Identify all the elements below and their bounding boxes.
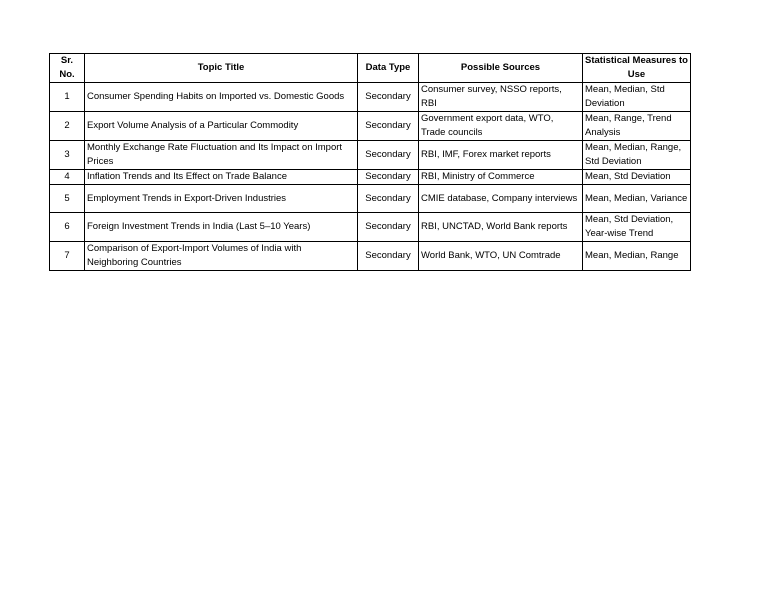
cell-data-type: Secondary bbox=[358, 141, 419, 170]
cell-statistical-measures: Mean, Median, Range bbox=[583, 242, 691, 271]
cell-data-type: Secondary bbox=[358, 83, 419, 112]
table-row bbox=[50, 242, 691, 271]
header-possible-sources: Possible Sources bbox=[419, 54, 583, 83]
cell-sr-no: 2 bbox=[50, 112, 85, 141]
cell-sr-no: 7 bbox=[50, 242, 85, 271]
cell-sr-no: 3 bbox=[50, 141, 85, 170]
cell-statistical-measures: Mean, Range, Trend Analysis bbox=[583, 112, 691, 141]
cell-possible-sources: RBI, IMF, Forex market reports bbox=[419, 141, 583, 170]
cell-topic-title: Employment Trends in Export-Driven Industries bbox=[85, 185, 358, 213]
table-row bbox=[50, 112, 691, 141]
cell-topic-title: Monthly Exchange Rate Fluctuation and Its Impact on Import Prices bbox=[85, 141, 358, 170]
topics-table bbox=[49, 53, 691, 271]
cell-data-type: Secondary bbox=[358, 170, 419, 185]
header-statistical-measures: Statistical Measures to Use bbox=[583, 54, 691, 83]
cell-possible-sources: Consumer survey, NSSO reports, RBI bbox=[419, 83, 583, 112]
cell-data-type: Secondary bbox=[358, 185, 419, 213]
cell-possible-sources: World Bank, WTO, UN Comtrade bbox=[419, 242, 583, 271]
cell-sr-no: 5 bbox=[50, 185, 85, 213]
cell-sr-no: 4 bbox=[50, 170, 85, 185]
cell-possible-sources: RBI, UNCTAD, World Bank reports bbox=[419, 213, 583, 242]
cell-statistical-measures: Mean, Median, Variance bbox=[583, 185, 691, 213]
cell-topic-title: Export Volume Analysis of a Particular Commodity bbox=[85, 112, 358, 141]
cell-possible-sources: RBI, Ministry of Commerce bbox=[419, 170, 583, 185]
table-row bbox=[50, 185, 691, 213]
header-topic-title: Topic Title bbox=[85, 54, 358, 83]
cell-data-type: Secondary bbox=[358, 213, 419, 242]
header-data-type: Data Type bbox=[358, 54, 419, 83]
cell-statistical-measures: Mean, Median, Range, Std Deviation bbox=[583, 141, 691, 170]
cell-sr-no: 6 bbox=[50, 213, 85, 242]
table-row bbox=[50, 141, 691, 170]
cell-sr-no: 1 bbox=[50, 83, 85, 112]
table-row bbox=[50, 213, 691, 242]
cell-topic-title: Foreign Investment Trends in India (Last 5–10 Years) bbox=[85, 213, 358, 242]
cell-topic-title: Comparison of Export-Import Volumes of India with Neighboring Countries bbox=[85, 242, 358, 271]
cell-statistical-measures: Mean, Std Deviation bbox=[583, 170, 691, 185]
cell-topic-title: Inflation Trends and Its Effect on Trade Balance bbox=[85, 170, 358, 185]
cell-possible-sources: Government export data, WTO, Trade councils bbox=[419, 112, 583, 141]
table-row bbox=[50, 170, 691, 185]
header-sr-no: Sr. No. bbox=[50, 54, 85, 83]
cell-data-type: Secondary bbox=[358, 112, 419, 141]
cell-data-type: Secondary bbox=[358, 242, 419, 271]
cell-statistical-measures: Mean, Std Deviation, Year-wise Trend bbox=[583, 213, 691, 242]
cell-statistical-measures: Mean, Median, Std Deviation bbox=[583, 83, 691, 112]
header-row bbox=[50, 54, 691, 83]
cell-possible-sources: CMIE database, Company interviews bbox=[419, 185, 583, 213]
table-row bbox=[50, 83, 691, 112]
cell-topic-title: Consumer Spending Habits on Imported vs. Domestic Goods bbox=[85, 83, 358, 112]
